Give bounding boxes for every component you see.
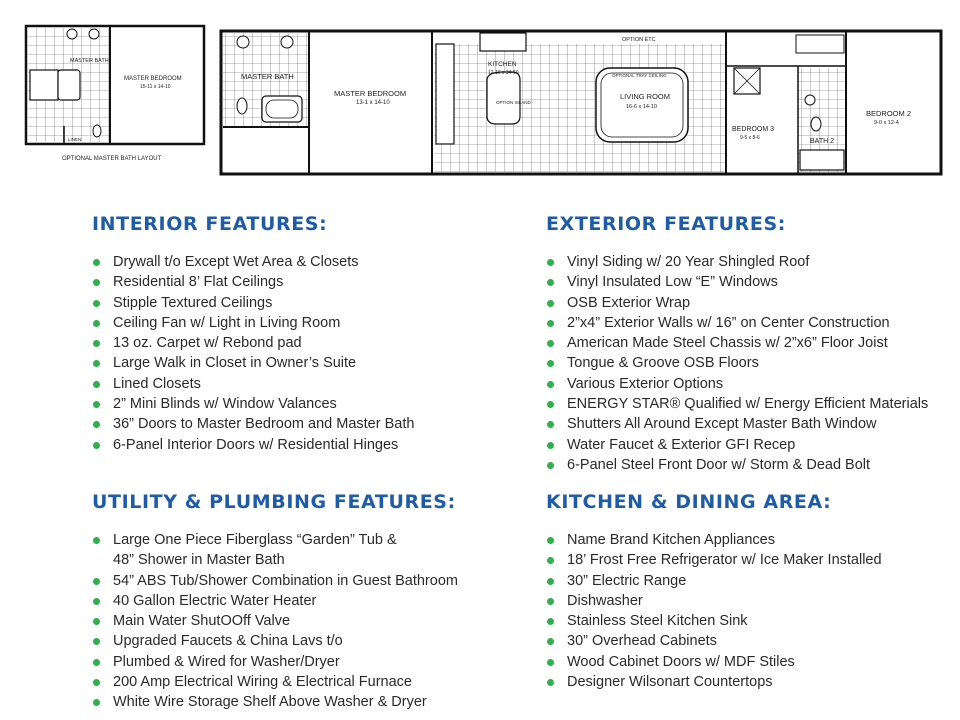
master-bath-label: MASTER BATH [241, 72, 294, 81]
list-item [92, 530, 512, 571]
list-item: 6-Panel Steel Front Door w/ Storm & Dead Bolt [546, 455, 946, 475]
list-item: Ceiling Fan w/ Light in Living Room [92, 313, 512, 333]
living-room-dim: 16-6 x 14-10 [626, 104, 657, 110]
list-item: 2” Mini Blinds w/ Window Valances [92, 394, 512, 414]
list-item: 30” Electric Range [546, 571, 946, 591]
list-item: Shutters All Around Except Master Bath Window [546, 414, 946, 434]
main-floor-plan [221, 31, 941, 174]
kitchen-dining-list [546, 530, 946, 692]
exterior-features-heading: EXTERIOR FEATURES: [546, 213, 786, 235]
list-item: Water Faucet & Exterior GFI Recep [546, 435, 946, 455]
list-item: 30” Overhead Cabinets [546, 631, 946, 651]
optional-master-bath-layout [26, 26, 204, 162]
list-item: 18’ Frost Free Refrigerator w/ Ice Maker Installed [546, 550, 946, 570]
kitchen-label: KITCHEN [488, 61, 517, 68]
interior-features-section [92, 210, 512, 455]
exterior-features-section [546, 210, 946, 475]
opt-master-bath-label: MASTER BATH [70, 58, 109, 64]
list-item: ENERGY STAR® Qualified w/ Energy Efficient Materials [546, 394, 946, 414]
master-bedroom-dim: 13-1 x 14-10 [356, 100, 390, 106]
list-item: 13 oz. Carpet w/ Rebond pad [92, 333, 512, 353]
kitchen-dining-section [546, 488, 946, 692]
list-item: Dishwasher [546, 591, 946, 611]
list-item: Stainless Steel Kitchen Sink [546, 611, 946, 631]
master-bedroom-label: MASTER BEDROOM [334, 89, 407, 98]
list-item: Wood Cabinet Doors w/ MDF Stiles [546, 652, 946, 672]
list-item: Main Water ShutOOff Valve [92, 611, 512, 631]
list-item: Upgraded Faucets & China Lavs t/o [92, 631, 512, 651]
list-item: Vinyl Insulated Low “E” Windows [546, 272, 946, 292]
list-item: 6-Panel Interior Doors w/ Residential Hinges [92, 435, 512, 455]
opt-master-bedroom-label: MASTER BEDROOM [124, 76, 182, 82]
list-item: Plumbed & Wired for Washer/Dryer [92, 652, 512, 672]
bedroom2-label: BEDROOM 2 [866, 109, 912, 118]
living-room-label: LIVING ROOM [620, 92, 671, 101]
list-item: Tongue & Groove OSB Floors [546, 353, 946, 373]
list-item-line: Large One Piece Fiberglass “Garden” Tub & [113, 532, 397, 548]
bedroom2-dim: 9-0 x 12-4 [874, 120, 899, 126]
option-island-label: OPTION ISLAND [496, 100, 531, 105]
optional-layout-caption: OPTIONAL MASTER BATH LAYOUT [62, 156, 162, 162]
utility-plumbing-list [92, 530, 512, 713]
kitchen-dim: 12-11 x 14-10 [488, 70, 519, 76]
list-item: 54” ABS Tub/Shower Combination in Guest Bathroom [92, 571, 512, 591]
list-item: Stipple Textured Ceilings [92, 293, 512, 313]
list-item: Lined Closets [92, 374, 512, 394]
bedroom3-dim: 9-5 x 8-6 [740, 135, 760, 141]
list-item: Residential 8’ Flat Ceilings [92, 272, 512, 292]
list-item: American Made Steel Chassis w/ 2”x6” Floor Joist [546, 333, 946, 353]
list-item: Various Exterior Options [546, 374, 946, 394]
exterior-features-list [546, 252, 946, 475]
list-item: 36” Doors to Master Bedroom and Master Bath [92, 414, 512, 434]
opt-master-bedroom-dim: 15-11 x 14-10 [140, 84, 171, 90]
list-item: Large Walk in Closet in Owner’s Suite [92, 353, 512, 373]
kitchen-dining-heading: KITCHEN & DINING AREA: [546, 491, 832, 513]
list-item: Drywall t/o Except Wet Area & Closets [92, 252, 512, 272]
list-item: 2”x4” Exterior Walls w/ 16” on Center Construction [546, 313, 946, 333]
floor-plan-drawing [0, 0, 960, 190]
list-item: Vinyl Siding w/ 20 Year Shingled Roof [546, 252, 946, 272]
bath2-label: BATH 2 [810, 138, 834, 145]
list-item: 40 Gallon Electric Water Heater [92, 591, 512, 611]
list-item-line: 48” Shower in Master Bath [113, 552, 285, 569]
floor-plans [0, 0, 960, 190]
list-item: White Wire Storage Shelf Above Washer & Dryer [92, 692, 512, 712]
utility-plumbing-section [92, 488, 512, 713]
optional-tray-ceiling-label: OPTIONAL TRAY CEILING [612, 73, 667, 78]
interior-features-list [92, 252, 512, 455]
opt-linen-label: LINEN [68, 137, 82, 142]
bedroom3-label: BEDROOM 3 [732, 126, 775, 133]
list-item: Name Brand Kitchen Appliances [546, 530, 946, 550]
option-etc-label: OPTION ETC [622, 37, 656, 43]
list-item: OSB Exterior Wrap [546, 293, 946, 313]
list-item: Designer Wilsonart Countertops [546, 672, 946, 692]
interior-features-heading: INTERIOR FEATURES: [92, 213, 328, 235]
utility-plumbing-heading: UTILITY & PLUMBING FEATURES: [92, 491, 456, 513]
list-item: 200 Amp Electrical Wiring & Electrical Furnace [92, 672, 512, 692]
